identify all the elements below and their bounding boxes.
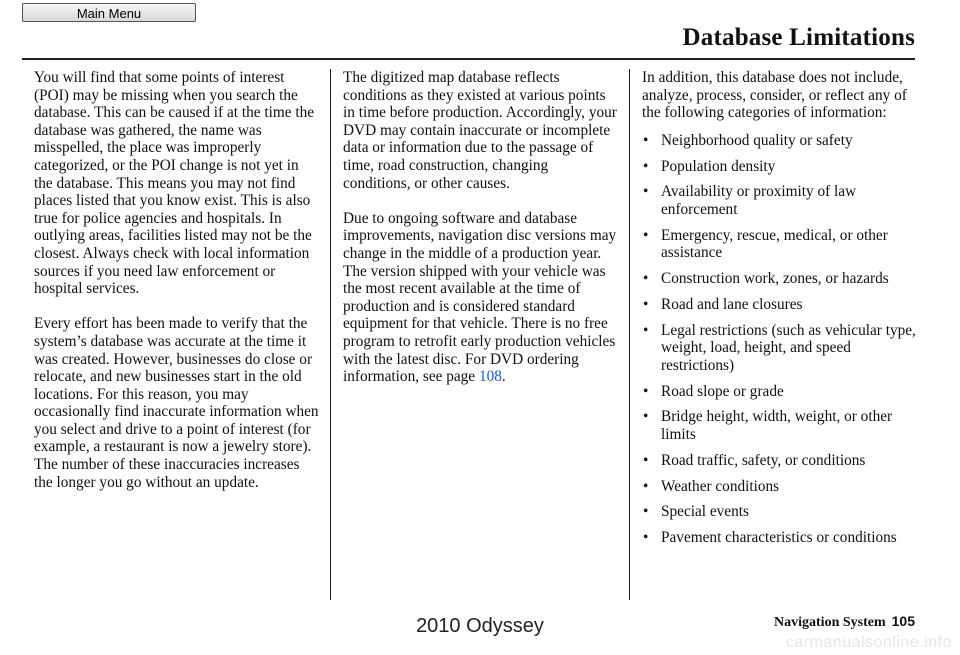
bullet-icon: • [643, 408, 649, 426]
list-item [642, 158, 927, 176]
paragraph-accuracy: Every effort has been made to verify that the system’s database was accurate at the time it was created. However, businesses do close or relocate, and new businesses start in the old locations. For this reason, you may occasionally find inaccurate information when you select and drive to a point of interest (for example, a restaurant is now a jewelry store). The number of these inaccuracies increases the longer you go without an update. [34, 315, 319, 491]
list-item [642, 322, 927, 375]
list-item [642, 296, 927, 314]
list-item [642, 478, 927, 496]
list-item [642, 132, 927, 150]
list-item-text: Weather conditions [661, 477, 780, 495]
main-menu-button[interactable]: Main Menu [22, 3, 196, 22]
list-item [642, 408, 927, 443]
column-divider-2 [629, 69, 630, 600]
list-item-text: Construction work, zones, or hazards [661, 270, 889, 288]
list-item-text: Pavement characteristics or conditions [661, 529, 897, 547]
bullet-icon: • [643, 503, 649, 521]
list-item-text: Neighborhood quality or safety [661, 131, 853, 149]
list-item [642, 183, 927, 218]
page-title: Database Limitations [682, 24, 915, 51]
bullet-icon: • [643, 183, 649, 201]
title-divider [22, 58, 915, 60]
column-left [34, 69, 319, 509]
bullet-icon: • [643, 321, 649, 339]
paragraph-software-improvements [343, 210, 618, 386]
list-item-text: Road traffic, safety, or conditions [661, 451, 866, 469]
list-item [642, 383, 927, 401]
vehicle-model-label: 2010 Odyssey [416, 615, 544, 637]
paragraph-map-database: The digitized map database reflects conditions as they existed at various points in time before production. Accordingly, your DVD may contain inaccurate or incomplete data or information due to the passage of time, road construction, changing conditions, or other causes. [343, 69, 617, 192]
paragraph-poi-missing: You will find that some points of interest (POI) may be missing when you search the database. This can be caused if at the time the database was gathered, the name was misspelled, the place was improperly categorized, or the POI change is not yet in the database. This means you may not find places listed that you know exist. This is also true for police agencies and hospitals. In outlying areas, facilities listed may not be the closest. Always check with local information sources if you need law enforcement or hospital services. [34, 69, 315, 298]
list-item-text: Legal restrictions (such as vehicular type, weight, load, height, and speed restrictions) [661, 321, 916, 374]
watermark: carmanualsonline.info [785, 634, 952, 651]
paragraph-software-text: Due to ongoing software and database improvements, navigation disc versions may change in the middle of a production year. The version shipped with your vehicle was the most recent available at the time of production and is considered standard equipment for that vehicle. There is no free program to retrofit early production vehicles with the latest disc. For DVD ordering information, see page [343, 209, 617, 386]
column-middle [343, 69, 618, 403]
bullet-icon: • [643, 295, 649, 313]
bullet-icon: • [643, 382, 649, 400]
bullet-icon: • [643, 157, 649, 175]
bullet-icon: • [643, 270, 649, 288]
page-number: 105 [891, 613, 915, 629]
bullet-icon: • [643, 529, 649, 547]
list-item-text: Bridge height, width, weight, or other limits [661, 408, 893, 443]
list-item-text: Population density [661, 157, 776, 175]
paragraph-categories-intro: In addition, this database does not include, analyze, process, consider, or reflect any of the following categories of information: [642, 69, 907, 122]
list-item [642, 227, 927, 262]
list-item [642, 270, 927, 288]
list-item-text: Road slope or grade [661, 382, 784, 400]
page-108-link[interactable]: 108 [478, 368, 502, 386]
column-right [642, 69, 927, 555]
paragraph-end-period: . [501, 368, 506, 386]
bullet-icon: • [643, 477, 649, 495]
bullet-icon: • [643, 131, 649, 149]
excluded-categories-list [642, 132, 927, 547]
bullet-icon: • [643, 451, 649, 469]
list-item [642, 503, 927, 521]
list-item-text: Availability or proximity of law enforcement [661, 183, 857, 218]
column-divider-1 [330, 69, 331, 600]
list-item [642, 452, 927, 470]
list-item-text: Special events [661, 503, 749, 521]
bullet-icon: • [643, 226, 649, 244]
list-item-text: Road and lane closures [661, 295, 803, 313]
list-item [642, 529, 927, 547]
list-item-text: Emergency, rescue, medical, or other assistance [661, 226, 888, 262]
footer-section-name: Navigation System [774, 615, 886, 630]
